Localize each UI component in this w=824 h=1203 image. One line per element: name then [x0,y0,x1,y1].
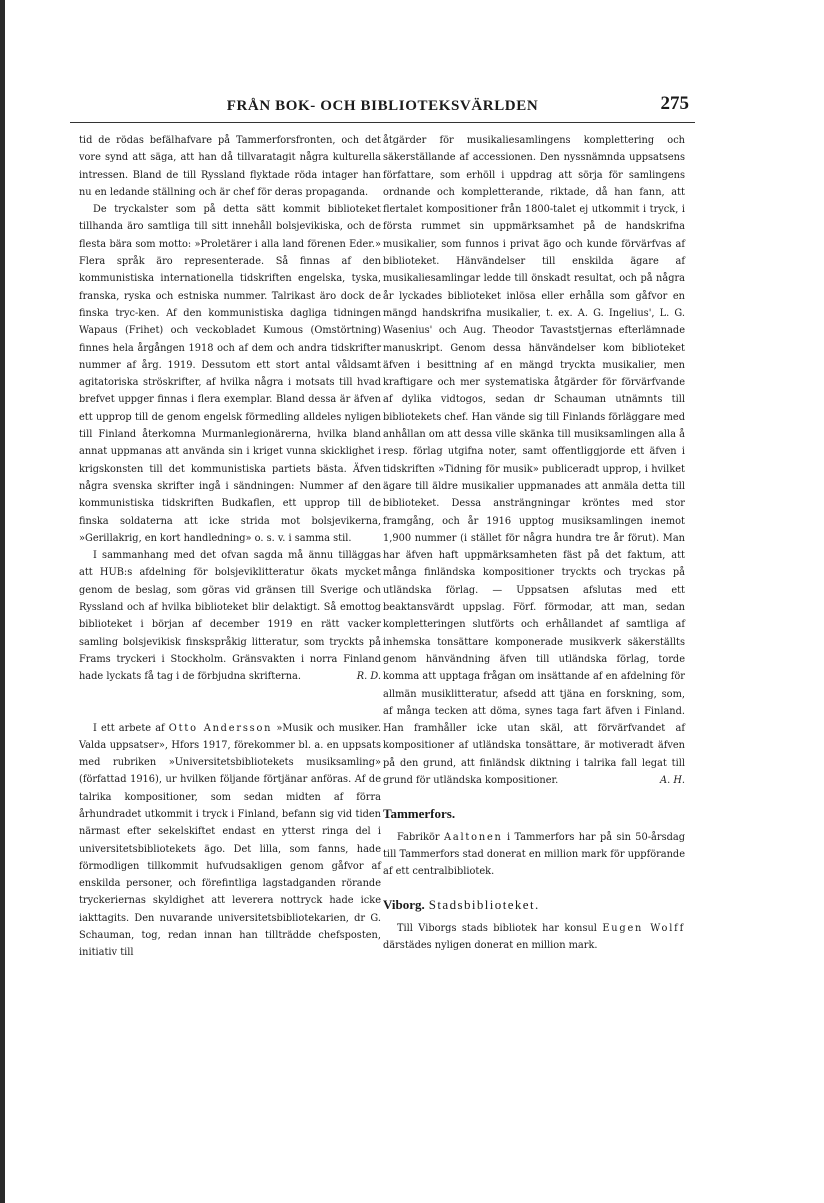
paragraph-text: i Tammerfors har på sin 50-årsdag till Tammerfors stad donerat en million mark för uppförande af ett centralbibliotek. [383,831,685,878]
right-column [383,132,685,954]
paragraph-text: I ett arbete af [93,722,165,734]
heading-text: Viborg. [383,897,425,913]
section-heading [383,896,685,913]
paragraph: tid de rödas befälhafvare på Tammerforsfronten, och det vore synd att säga, att han då tillvaratagit några kulturella intressen. Bland de till Ryssland flyktade röda intager han nu en ledande ställning och är chef för deras propaganda. [79,135,381,198]
person-name: Eugen Wolff [602,922,685,934]
paragraph [79,547,381,685]
paragraph: De tryckalster som på detta sätt kommit biblioteket tillhanda äro samtliga till sitt innehåll bolsjevikiska, och de flesta bära som motto: »Proletärer i alla land förenen Eder.» Flera språk äro representerade. Så finnas af den kommunistiska internationella tidskriften engelska, tyska, franska, ryska och estniska nummer. Talrikast äro dock de finska tryc-ken. Af den kommunistiska dagliga tidningen Wapaus (Frihet) och veckobladet Kumous (Omstörtning) finnes hela årgången 1918 och af dem och andra tidskrifter nummer af årg. 1919. Dessutom ett stort antal våldsamt agitatoriska ströskrifter, af hvilka några i motsats till hvad brefvet uppger finnas i flera exemplar. Bland dessa är äfven ett upprop till de genom engelsk förmedling alldeles nyligen till Finland återkomna Murmanlegionärerna, hvilka bland annat uppmanas att använda sin i kriget vunna skicklighet i krigskonsten till det kommunistiska partiets bästa. Äfven några svenska skrifter ingå i sändningen: Nummer af den kommunistiska tidskriften Budkaflen, ett upprop till de finska soldaterna att icke strida mot bolsjevikerna, »Gerillakrig, en kort handledning» o. s. v. i samma stil. [79,204,381,544]
paragraph-text: »Musik och musiker. Valda uppsatser», Hfors 1917, förekommer bl. a. en uppsats med rubriken »Universitetsbibliotekets musiksamling» (författad 1916), ur hvilken följande förtjänar anföras. Af de talrika kompositioner, som sedan midten af förra århundradet utkommit i tryck i Finland, befann sig vid tiden närmast efter sekelskiftet endast en ytterst ringa del i universitetsbibliotekets ägo. Det lilla, som fanns, hade förmodligen tillkommit hufvudsakligen genom gåfvor af enskilda personer, och förefintliga lagstadganden rörande tryckeriernas skyldighet att leverera nottryck hade icke iakttagits. Den nuvarande universitetsbibliotekarien, dr G. Schauman, tog, redan innan han tillträdde chefsposten, initiativ till [79,722,381,959]
page-header [70,92,695,123]
section-gap [79,686,381,703]
section-gap [79,703,381,720]
paragraph [383,920,685,955]
left-column [79,132,381,962]
signature: A. H. [660,774,685,786]
scan-edge [0,0,5,1203]
journal-page [70,92,695,1132]
paragraph-text: därstädes nyligen donerat en million mark. [383,940,598,952]
paragraph [383,829,685,881]
subheading-text: Stadsbiblioteket. [428,897,540,913]
signature: R. D. [356,671,381,683]
author-name: Otto Andersson [168,722,273,734]
paragraph [383,132,685,789]
person-name: Aaltonen [443,831,503,843]
paragraph-text: åtgärder för musikaliesamlingens komplettering och säkerställande af accessionen. Den nyssnämnda uppsatsens författare, som erhöll i uppdrag att sörja för samlingens ordnande och kompletterande, riktade, då han fann, att flertalet kompositioner från 1800-talet ej utkommit i tryck, i första rummet sin uppmärksamhet på de handskrifna musikalier, som funnos i privat ägo och kunde förvärfvas af biblioteket. Hänvändelser till enskilda ägare af musikaliesamlingar ledde till önskadt resultat, och på några år lyckades biblioteket inlösa eller erhålla som gåfvor en mängd handskrifna musikalier, t. ex. A. G. Ingelius', L. G. Wasenius' och Aug. Theodor Tavaststjernas efterlämnade manuskript. Genom dessa hänvändelser kom biblioteket äfven i besittning af en mängd tryckta musikalier, men kraftigare och mer systematiska åtgärder för förvärfvande af dylika vidtogos, sedan dr Schauman utnämnts till bibliotekets chef. Han vände sig till Finlands förläggare med anhållan om att dessa ville skänka till musiksamlingen alla å resp. förlag utgifna noter, samt offentliggjorde ett äfven i tidskriften »Tidning för musik» publiceradt upprop, i hvilket ägare till äldre musikalier uppmanades att anmäla detta till biblioteket. Dessa ansträngningar kröntes med stor framgång, och år 1916 upptog musiksamlingen inemot 1,900 nummer (i stället för några hundra tre år förut). Man har äfven haft uppmärksamheten fäst på det faktum, att många finländska kompositioner tryckts och tryckas på utländska förlag. — Uppsatsen afslutas med ett beaktansvärdt uppslag. Förf. förmodar, att man, sedan kompletteringen slutförts och erhållandet af samtliga af inhemska tonsättare komponerade musikverk säkerställts genom hänvändning äfven till utländska förlag, torde komma att upptaga frågan om insättande af en afdelning för allmän musiklitteratur, afsedd att tjäna en forskning, som, af många tecken att döma, synes taga fart äfven i Finland. Han framhåller icke utan skäl, att förvärfvandet af kompositioner af utländska tonsättare, är motiveradt äfven på den grund, att finländsk diktning i talrika fall legat till grund för utländska kompositioner. [383,135,685,786]
paragraph-text: Till Viborgs stads bibliotek har konsul [397,922,597,934]
paragraph [79,720,381,962]
paragraph-text: I sammanhang med det ofvan sagda må ännu tilläggas att HUB:s afdelning för bolsjeviklitteratur ökats mycket genom de beslag, som göras vid gränsen till Sverige och Ryssland och af hvilka biblioteket blir delaktigt. Så emottog biblioteket i början af december 1919 en rätt vacker samling bolsjevikisk finskspråkig litteratur, som tryckts på Frams tryckeri i Stockholm. Gränsvakten i norra Finland hade lyckats få tag i de förbjudna skrifterna. [79,550,381,683]
page-number: 275 [660,93,689,114]
running-title: FRÅN BOK- OCH BIBLIOTEKSVÄRLDEN [226,98,539,114]
paragraph-text: Fabrikör [397,831,440,843]
section-heading: Tammerfors. [383,806,456,822]
